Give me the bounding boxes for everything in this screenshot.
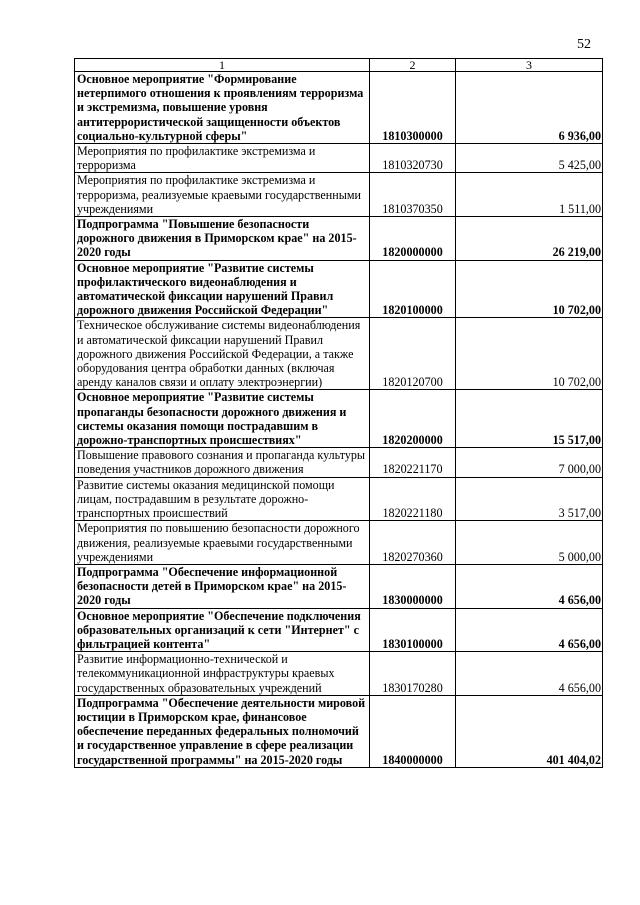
row-name-cell: Мероприятия по профилактике экстремизма и терроризма, реализуемые краевыми государственными учреждениями xyxy=(75,173,370,217)
row-amount-cell: 4 656,00 xyxy=(456,608,603,652)
row-amount-cell: 6 936,00 xyxy=(456,72,603,144)
row-name-cell: Мероприятия по повышению безопасности дорожного движения, реализуемые краевыми государственными учреждениями xyxy=(75,521,370,565)
row-name-cell: Подпрограмма "Обеспечение деятельности мировой юстиции в Приморском крае, финансовое обеспечение переданных федеральных полномочий и государственное управление в сфере реализации государственной программы" на 2015-2020 годы xyxy=(75,695,370,767)
table-row xyxy=(75,260,603,318)
row-name-cell: Подпрограмма "Обеспечение информационной безопасности детей в Приморском крае" на 2015-2020 годы xyxy=(75,564,370,608)
page-number: 52 xyxy=(577,37,591,52)
row-name-cell: Развитие информационно-технической и телекоммуникационной инфраструктуры краевых государственных образовательных учреждений xyxy=(75,652,370,696)
row-amount-cell: 5 000,00 xyxy=(456,521,603,565)
row-code-cell: 1810300000 xyxy=(370,72,456,144)
row-name-cell: Мероприятия по профилактике экстремизма и терроризма xyxy=(75,144,370,173)
row-code-cell: 1810320730 xyxy=(370,144,456,173)
row-amount-cell: 10 702,00 xyxy=(456,318,603,390)
row-code-cell: 1820270360 xyxy=(370,521,456,565)
row-amount-cell: 10 702,00 xyxy=(456,260,603,318)
row-code-cell: 1810370350 xyxy=(370,173,456,217)
row-code-cell: 1820000000 xyxy=(370,217,456,261)
column-header-code: 2 xyxy=(370,59,456,72)
table-row xyxy=(75,652,603,696)
row-name-cell: Повышение правового сознания и пропаганда культуры поведения участников дорожного движения xyxy=(75,448,370,477)
column-header-name: 1 xyxy=(75,59,370,72)
row-name-cell: Основное мероприятие "Развитие системы профилактического видеонаблюдения и автоматической фиксации нарушений Правил дорожного движения Российской Федерации" xyxy=(75,260,370,318)
row-amount-cell: 7 000,00 xyxy=(456,448,603,477)
row-code-cell: 1820221170 xyxy=(370,448,456,477)
row-name-cell: Развитие системы оказания медицинской помощи лицам, пострадавшим в результате дорожно-транспортных происшествий xyxy=(75,477,370,521)
row-amount-cell: 26 219,00 xyxy=(456,217,603,261)
table-header-row xyxy=(75,59,603,72)
table-row xyxy=(75,173,603,217)
table-row xyxy=(75,608,603,652)
table-row xyxy=(75,217,603,261)
budget-table xyxy=(74,58,603,768)
table-row xyxy=(75,695,603,767)
row-code-cell: 1830100000 xyxy=(370,608,456,652)
table-row xyxy=(75,72,603,144)
row-code-cell: 1820221180 xyxy=(370,477,456,521)
table-row xyxy=(75,144,603,173)
table-row xyxy=(75,318,603,390)
row-code-cell: 1840000000 xyxy=(370,695,456,767)
row-code-cell: 1820120700 xyxy=(370,318,456,390)
table-row xyxy=(75,521,603,565)
row-amount-cell: 3 517,00 xyxy=(456,477,603,521)
row-code-cell: 1820100000 xyxy=(370,260,456,318)
table-row xyxy=(75,477,603,521)
table-row xyxy=(75,390,603,448)
column-header-amount: 3 xyxy=(456,59,603,72)
row-name-cell: Основное мероприятие "Обеспечение подключения образовательных организаций к сети "Интернет" с фильтрацией контента" xyxy=(75,608,370,652)
table-row xyxy=(75,564,603,608)
row-amount-cell: 401 404,02 xyxy=(456,695,603,767)
row-code-cell: 1830000000 xyxy=(370,564,456,608)
row-amount-cell: 4 656,00 xyxy=(456,564,603,608)
row-amount-cell: 4 656,00 xyxy=(456,652,603,696)
row-name-cell: Основное мероприятие "Формирование нетерпимого отношения к проявлениям терроризма и экстремизма, повышение уровня антитеррористической защищенности объектов социально-культурной сферы" xyxy=(75,72,370,144)
row-name-cell: Основное мероприятие "Развитие системы пропаганды безопасности дорожного движения и системы оказания помощи пострадавшим в дорожно-транспортных происшествиях" xyxy=(75,390,370,448)
row-amount-cell: 15 517,00 xyxy=(456,390,603,448)
row-code-cell: 1820200000 xyxy=(370,390,456,448)
row-amount-cell: 1 511,00 xyxy=(456,173,603,217)
table-row xyxy=(75,448,603,477)
row-code-cell: 1830170280 xyxy=(370,652,456,696)
row-amount-cell: 5 425,00 xyxy=(456,144,603,173)
row-name-cell: Подпрограмма "Повышение безопасности дорожного движения в Приморском крае" на 2015-2020 годы xyxy=(75,217,370,261)
row-name-cell: Техническое обслуживание системы видеонаблюдения и автоматической фиксации нарушений Правил дорожного движения Российской Федерации, а также оборудования центра обработки данных (включая аренду каналов связи и оплату электроэнергии) xyxy=(75,318,370,390)
